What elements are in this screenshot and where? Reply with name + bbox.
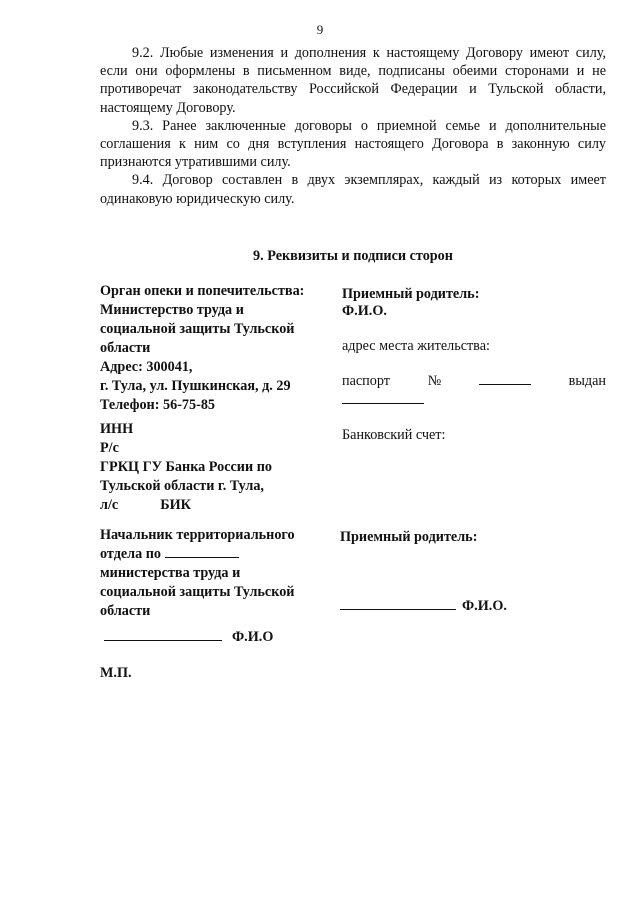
authority-line: Орган опеки и попечительства: (100, 283, 305, 299)
bank-line: Тульской области г. Тула, (100, 478, 264, 494)
authority-line: г. Тула, ул. Пушкинская, д. 29 (100, 378, 291, 394)
contract-clauses (100, 44, 606, 208)
passport-label: паспорт (342, 373, 390, 389)
head-signature-fio: Ф.И.О (232, 629, 274, 645)
foster-parent-label-2: Приемный родитель: (340, 529, 478, 545)
stamp-label: М.П. (100, 665, 132, 681)
parent-signature-fio: Ф.И.О. (462, 598, 507, 614)
passport-issued-blank (342, 391, 424, 404)
bank-account-label: Банковский счет: (342, 427, 446, 443)
head-line: области (100, 603, 151, 619)
inn-label: ИНН (100, 421, 134, 437)
authority-line: социальной защиты Тульской (100, 321, 295, 337)
parent-signature-row (340, 597, 604, 616)
ls-label: л/с (100, 497, 119, 513)
head-line: социальной защиты Тульской (100, 584, 295, 600)
passport-number-blank (479, 372, 531, 385)
rs-label: Р/с (100, 440, 119, 456)
parent-signature-blank (340, 597, 456, 610)
foster-parent-fio: Ф.И.О. (342, 303, 387, 319)
head-line: Начальник территориального (100, 527, 295, 543)
page-number: 9 (316, 22, 324, 37)
clause-9-4: 9.4. Договор составлен в двух экземплярах, каждый из которых имеет одинаковую юридическую силу. (100, 172, 606, 207)
head-line: министерства труда и (100, 565, 241, 581)
bank-line: ГРКЦ ГУ Банка России по (100, 459, 272, 475)
authority-line: Министерство труда и (100, 302, 244, 318)
clause-9-2: 9.2. Любые изменения и дополнения к настоящему Договору имеют силу, если они оформлены в письменном виде, подписаны обеими сторонами и не противоречат законодательству Российской Федерации и Тульской области, настоящему Договору. (100, 45, 606, 116)
authority-line: области (100, 340, 151, 356)
bik-label: БИК (160, 497, 191, 513)
issued-label: выдан (568, 373, 606, 389)
authority-line: Адрес: 300041, (100, 359, 193, 375)
bank-details-block (100, 420, 330, 515)
number-sign: № (427, 373, 442, 389)
department-blank (165, 545, 239, 558)
head-line-with-blank: отдела по (100, 545, 330, 564)
address-label: адрес места жительства: (342, 338, 490, 354)
clause-9-3: 9.3. Ранее заключенные договоры о приемной семье и дополнительные соглашения к ним со дня вступления настоящего Договора в законную силу признаются утратившими силу. (100, 117, 606, 171)
ls-bik-row (100, 496, 330, 515)
passport-row (342, 372, 606, 410)
authority-line: Телефон: 56-75-85 (100, 397, 216, 413)
department-head-block (100, 526, 330, 621)
head-signature-row (104, 628, 334, 647)
authority-block (100, 282, 330, 415)
section-title: 9. Реквизиты и подписи сторон (253, 248, 453, 264)
head-signature-blank (104, 628, 222, 641)
foster-parent-label: Приемный родитель: (342, 286, 480, 302)
